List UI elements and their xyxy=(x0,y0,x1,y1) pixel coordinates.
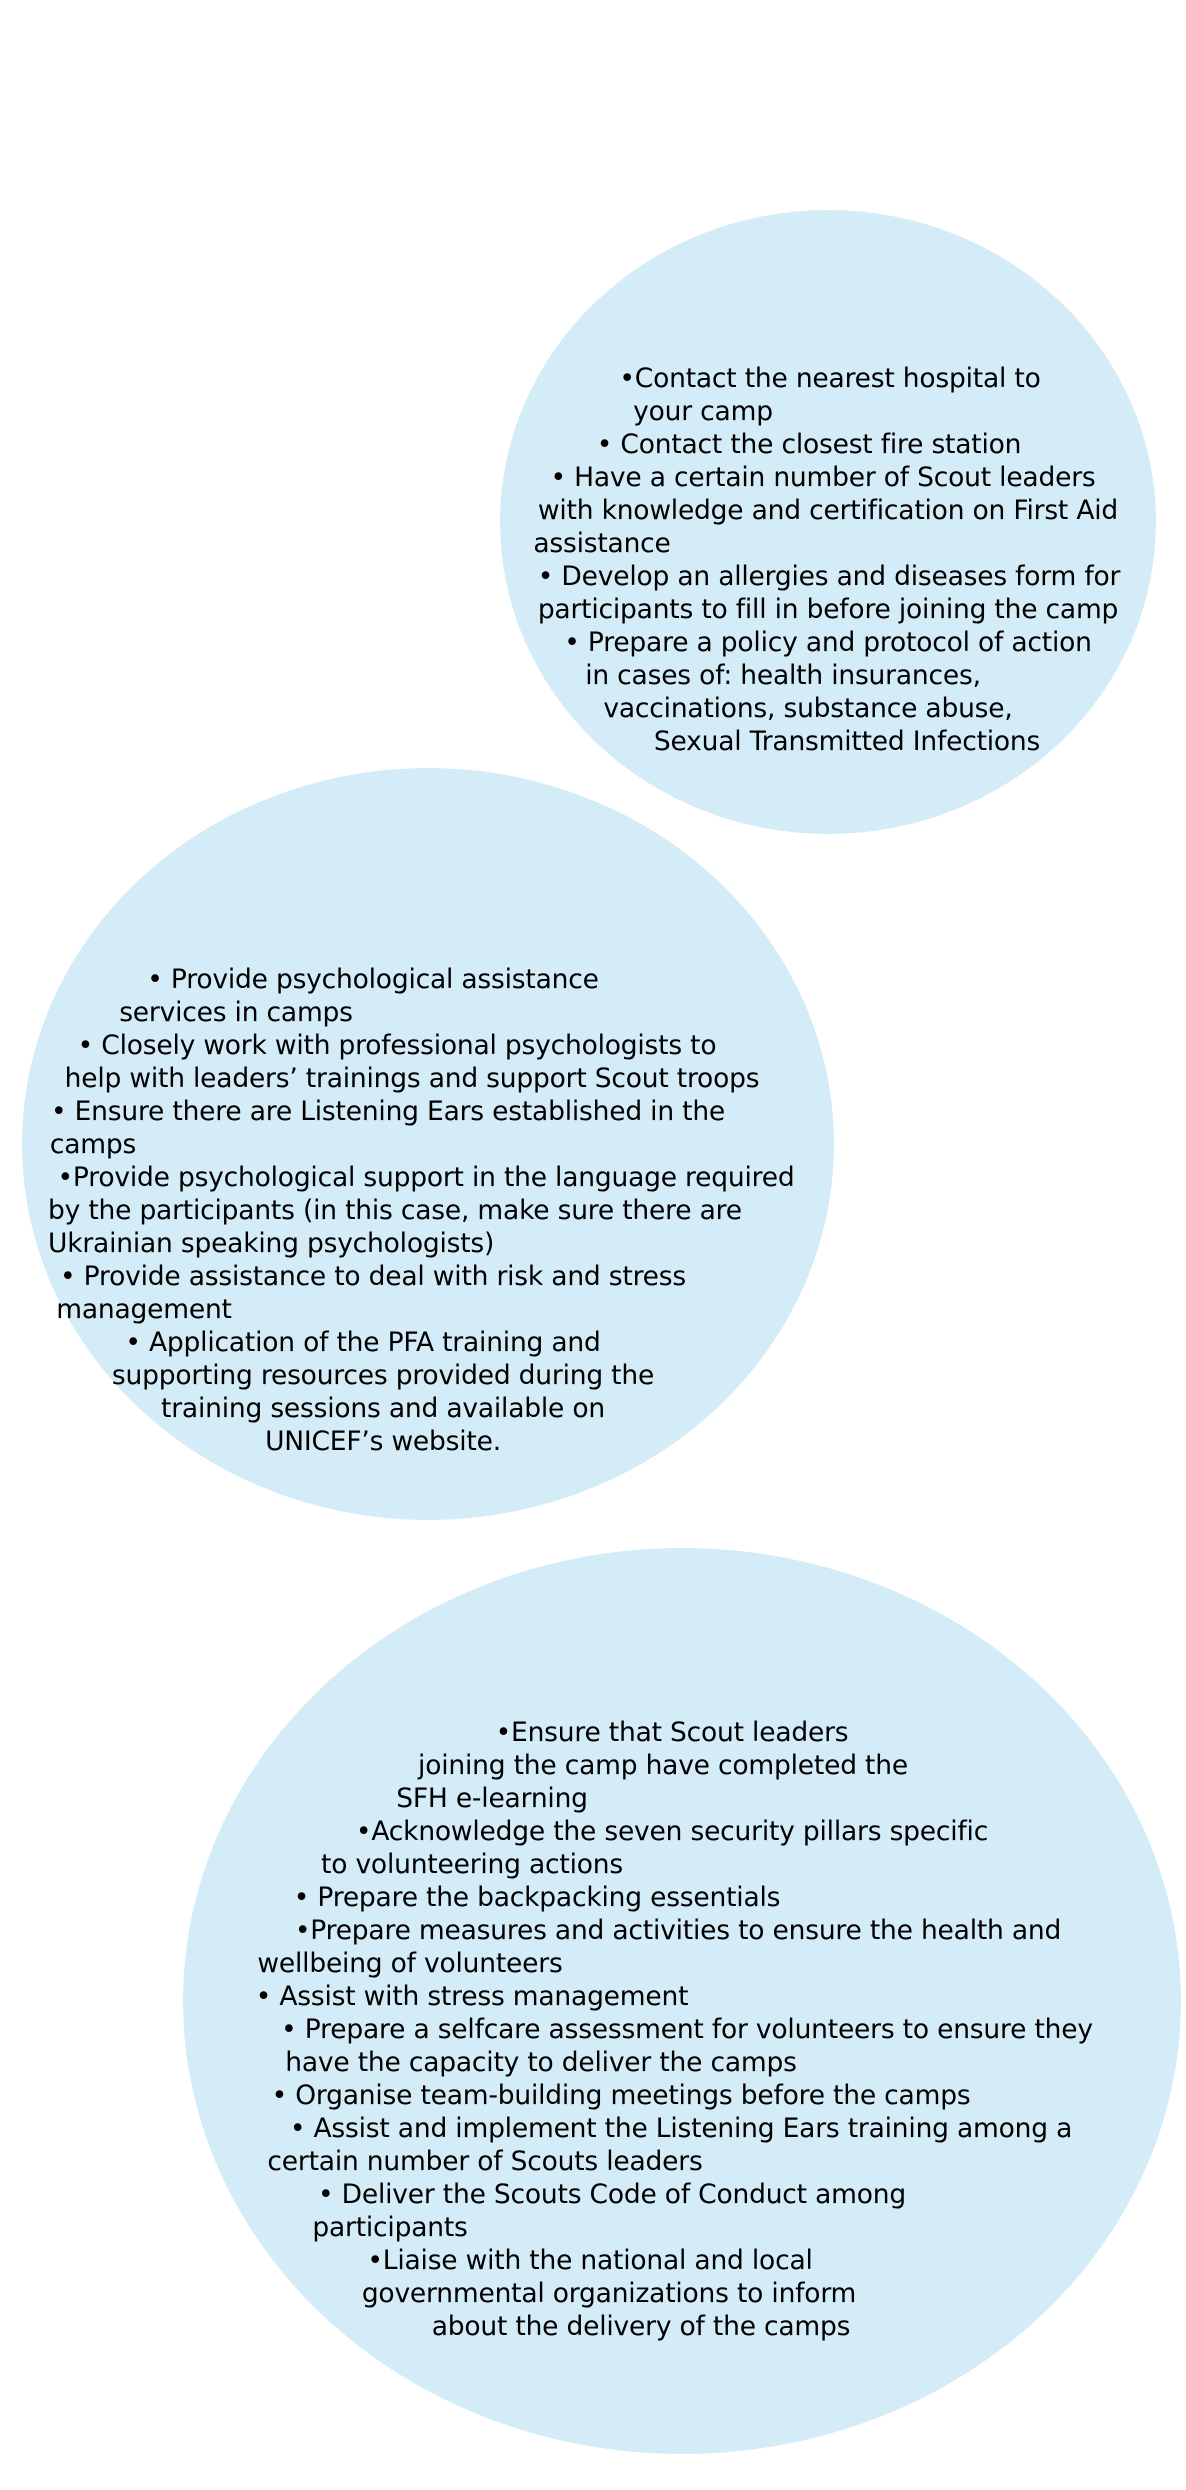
list-line: •Prepare measures and activities to ensure the health and xyxy=(294,1915,1062,1946)
list-line: services in camps xyxy=(119,997,353,1028)
list-line: joining the camp have completed the xyxy=(418,1750,908,1781)
list-line: management xyxy=(56,1294,232,1325)
list-line: • Assist and implement the Listening Ears training among a xyxy=(289,2113,1073,2144)
list-line: in cases of: health insurances, xyxy=(585,660,981,691)
list-line: • Prepare a selfcare assessment for volunteers to ensure they xyxy=(281,2014,1093,2045)
list-line: • Prepare the backpacking essentials xyxy=(293,1882,781,1913)
medical-preparedness-list xyxy=(520,362,1136,758)
list-line: • Prepare a policy and protocol of action xyxy=(564,627,1092,658)
list-line: •Contact the nearest hospital to xyxy=(619,363,1041,394)
volunteer-wellbeing-list xyxy=(240,1716,1124,2343)
list-line: participants xyxy=(312,2212,468,2243)
list-line: assistance xyxy=(533,528,671,559)
list-line: governmental organizations to inform xyxy=(361,2278,857,2309)
list-line: • Contact the closest fire station xyxy=(596,429,1022,460)
list-line: training sessions and available on xyxy=(161,1393,605,1424)
list-line: by the participants (in this case, make sure there are xyxy=(48,1195,742,1226)
list-line: •Acknowledge the seven security pillars specific xyxy=(355,1816,989,1847)
psychological-support-list xyxy=(48,963,808,1458)
list-line: with knowledge and certification on First Aid xyxy=(537,495,1119,526)
list-line: • Develop an allergies and diseases form for xyxy=(537,561,1121,592)
list-line: to volunteering actions xyxy=(321,1849,623,1880)
list-line: about the delivery of the camps xyxy=(431,2311,851,2342)
list-line: participants to fill in before joining the camp xyxy=(537,594,1119,625)
list-line: certain number of Scouts leaders xyxy=(267,2146,703,2177)
list-line: • Provide assistance to deal with risk and stress xyxy=(60,1261,686,1292)
list-line: •Provide psychological support in the language required xyxy=(57,1162,795,1193)
list-line: • Organise team-building meetings before the camps xyxy=(271,2080,971,2111)
list-line: wellbeing of volunteers xyxy=(257,1948,563,1979)
list-line: vaccinations, substance abuse, xyxy=(603,693,1013,724)
list-line: • Have a certain number of Scout leaders xyxy=(550,462,1096,493)
list-line: UNICEF’s website. xyxy=(265,1426,501,1457)
list-line: have the capacity to deliver the camps xyxy=(285,2047,797,2078)
list-line: SFH e-learning xyxy=(396,1783,588,1814)
list-line: • Closely work with professional psychologists to xyxy=(77,1030,717,1061)
list-line: Sexual Transmitted Infections xyxy=(653,726,1041,757)
list-line: supporting resources provided during the xyxy=(111,1360,655,1391)
list-line: your camp xyxy=(633,396,773,427)
list-line: Ukrainian speaking psychologists) xyxy=(48,1228,495,1259)
list-line: • Application of the PFA training and xyxy=(125,1327,601,1358)
list-line: help with leaders’ trainings and support Scout troops xyxy=(64,1063,760,1094)
list-line: • Ensure there are Listening Ears established in the xyxy=(50,1096,726,1127)
list-line: • Deliver the Scouts Code of Conduct among xyxy=(318,2179,906,2210)
list-line: •Liaise with the national and local xyxy=(367,2245,813,2276)
list-line: camps xyxy=(49,1129,137,1160)
list-line: •Ensure that Scout leaders xyxy=(495,1717,849,1748)
list-line: • Assist with stress management xyxy=(255,1981,689,2012)
list-line: • Provide psychological assistance xyxy=(147,964,599,995)
